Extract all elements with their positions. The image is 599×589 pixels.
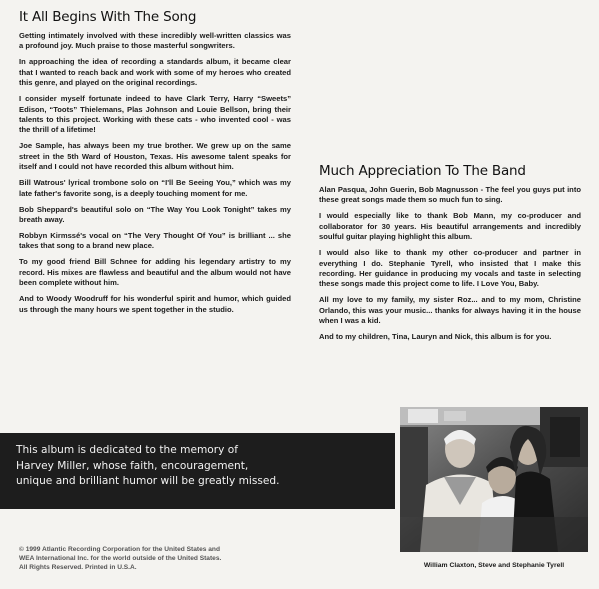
copyright-notice [19,545,289,572]
left-paragraph: Bob Sheppard's beautiful solo on “The Way You Look Tonight” takes my breath away. [19,204,291,225]
dedication-line: Harvey Miller, whose faith, encouragement, [16,459,249,472]
photo-illustration [400,407,588,552]
right-heading: Much Appreciation To The Band [319,163,526,179]
left-paragraph: Robbyn Kirmssé's vocal on “The Very Thought Of You” is brilliant ... she takes that song to a brand new place. [19,231,291,251]
left-column [19,31,291,321]
right-column [319,185,581,348]
band-photo [400,407,588,552]
right-paragraph: I would also like to thank my other co-producer and partner in everything I do. Stephanie Tyrell, who insisted that I make this recording. Her guidance in producing my vocals and taste in selecting these songs made this project come to life. I Love You, Baby. [319,248,581,289]
left-paragraph: To my good friend Bill Schnee for adding his legendary artistry to my record. His mixes are flawless and beautiful and the album would not have been complete without him. [19,257,291,288]
left-paragraph: I consider myself fortunate indeed to have Clark Terry, Harry “Sweets” Edison, “Toots” Thielemans, Plas Johnson and Louie Bellson, bring their talents to this project. Working with these cats - who invented cool - was the thrill of a lifetime! [19,94,291,135]
dedication-line: This album is dedicated to the memory of [16,444,238,456]
left-paragraph: And to Woody Woodruff for his wonderful spirit and humor, which guided us through the many hours we spent together in the studio. [19,294,291,314]
right-paragraph: Alan Pasqua, John Guerin, Bob Magnusson - The feel you guys put into these great songs made them so much fun to sing. [319,185,581,205]
copyright-line: WEA International Inc. for the world outside of the United States. [19,555,222,562]
left-paragraph: Joe Sample, has always been my true brother. We grew up on the same street in the 5th Ward of Houston, Texas. His awesome talent speaks for itself and I could not have recorded this album without him. [19,141,291,172]
left-paragraph: In approaching the idea of recording a standards album, it became clear that I wanted to reach back and work with some of my heroes who created this genre, and played on the original recordings. [19,57,291,88]
photo-caption: William Claxton, Steve and Stephanie Tyrell [423,562,565,569]
copyright-line: All Rights Reserved. Printed in U.S.A. [19,564,137,571]
dedication-text [16,443,356,490]
copyright-line: © 1999 Atlantic Recording Corporation for the United States and [19,546,220,553]
left-paragraph: Bill Watrous' lyrical trombone solo on “I'll Be Seeing You,” which was my late father's favorite song, is a deeply touching moment for me. [19,178,291,198]
right-paragraph: And to my children, Tina, Lauryn and Nick, this album is for you. [319,332,552,342]
dedication-line: unique and brilliant humor will be greatly missed. [16,475,280,488]
right-paragraph: All my love to my family, my sister Roz... and to my mom, Christine Orlando, this was your music... thanks for always having it in the house when I was a kid. [319,295,581,326]
left-heading: It All Begins With The Song [19,9,197,25]
left-paragraph: Getting intimately involved with these incredibly well-written classics was a profound joy. Much praise to those masterful songwriters. [19,31,291,51]
right-paragraph: I would especially like to thank Bob Mann, my co-producer and collaborator for 30 years. His beautiful arrangements and incredibly soulful guitar playing highlight this album. [319,211,581,242]
